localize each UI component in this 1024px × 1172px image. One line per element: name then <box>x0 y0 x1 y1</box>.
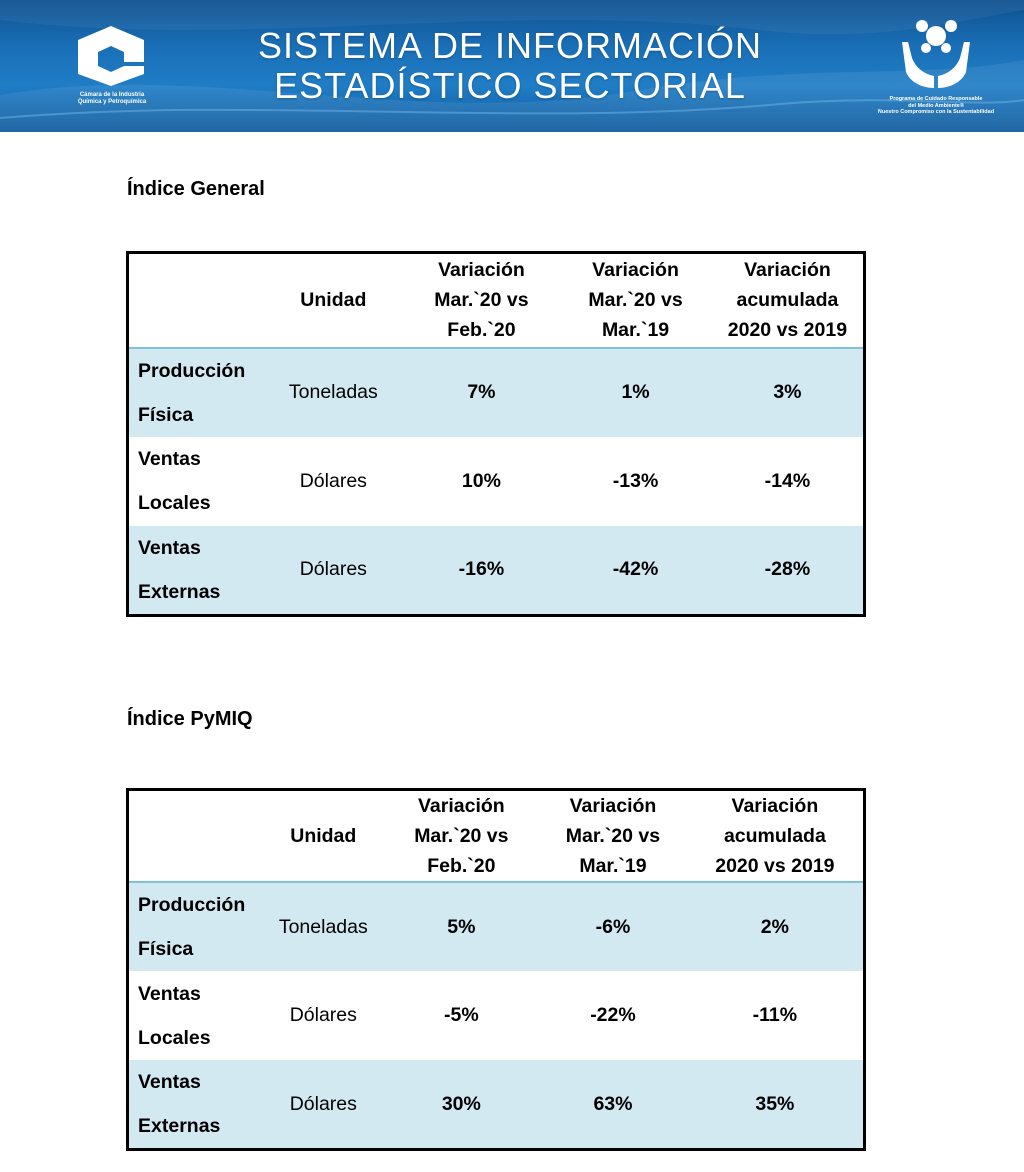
banner-title-line1: SISTEMA DE INFORMACIÓN <box>257 25 763 66</box>
value-var-year: -22% <box>590 1004 636 1026</box>
row-unit: Dólares <box>289 1092 357 1115</box>
value-var-accum: 3% <box>773 381 802 403</box>
table-row-produccion <box>128 882 865 971</box>
header-var-month: Variación Mar.`20 vs Feb.`20 <box>404 253 560 348</box>
ciqyp-logo <box>62 22 162 112</box>
table-row-ventas-locales <box>128 971 865 1060</box>
table-row-ventas-externas <box>128 1060 865 1150</box>
header-var-year: Variación Mar.`20 vs Mar.`19 <box>539 790 687 883</box>
row-label: Ventas Locales <box>138 448 211 514</box>
ciqyp-caption-line1: Cámara de la Industria <box>79 92 145 98</box>
header-blank <box>128 253 264 348</box>
header-banner <box>0 0 1024 132</box>
value-var-month: 5% <box>447 915 476 938</box>
row-unit: Toneladas <box>288 381 378 403</box>
value-var-month: 10% <box>461 469 501 492</box>
row-label: Producción Física <box>138 359 246 426</box>
banner-title-line2: ESTADÍSTICO SECTORIAL <box>274 65 746 106</box>
value-var-accum: 35% <box>755 1092 795 1115</box>
value-var-month: -5% <box>444 1004 479 1026</box>
responsible-care-logo <box>866 12 1006 124</box>
hands-molecule-logo-icon <box>896 12 976 92</box>
value-var-accum: -11% <box>752 1004 798 1026</box>
value-var-month: -16% <box>458 558 505 580</box>
value-var-month: 30% <box>441 1092 481 1115</box>
table-row-ventas-locales <box>128 437 865 526</box>
table-header-row <box>128 253 865 348</box>
row-unit: Dólares <box>289 1004 357 1026</box>
row-unit: Dólares <box>299 469 367 492</box>
section-title-indice-pymiq: Índice PyMIQ <box>127 708 253 730</box>
value-var-accum: -28% <box>764 558 811 580</box>
table-row-ventas-externas <box>128 526 865 616</box>
row-unit: Toneladas <box>278 915 368 938</box>
value-var-accum: -14% <box>764 469 811 492</box>
row-label: Ventas Locales <box>138 982 211 1049</box>
header-var-year: Variación Mar.`20 vs Mar.`19 <box>559 253 712 348</box>
header-var-month: Variación Mar.`20 vs Feb.`20 <box>384 790 540 883</box>
header-unit: Unidad <box>263 790 383 883</box>
header-blank <box>128 790 264 883</box>
value-var-year: -6% <box>595 915 631 938</box>
banner-title <box>230 26 790 106</box>
row-unit: Dólares <box>299 558 367 580</box>
header-unit: Unidad <box>263 253 404 348</box>
ciqyp-caption-line2: Química y Petroquímica <box>77 99 147 105</box>
value-var-year: 1% <box>621 381 650 403</box>
row-label: Ventas Externas <box>138 536 221 603</box>
table-row-produccion <box>128 348 865 437</box>
indice-general-table <box>126 251 866 617</box>
value-var-year: -42% <box>612 558 659 580</box>
value-var-accum: 2% <box>760 915 789 938</box>
value-var-month: 7% <box>467 381 496 403</box>
value-var-year: -13% <box>612 469 659 492</box>
row-label: Producción Física <box>138 894 246 960</box>
section-title-indice-general: Índice General <box>127 178 265 200</box>
table-header-row <box>128 790 865 883</box>
row-label: Ventas Externas <box>138 1071 221 1137</box>
rc-caption-line1: Programa de Cuidado Responsable <box>889 96 983 102</box>
ciqyp-hexagon-logo-icon <box>66 22 156 88</box>
value-var-year: 63% <box>593 1092 633 1115</box>
header-var-accum: Variación acumulada 2020 vs 2019 <box>687 790 865 883</box>
rc-caption-line3: Nuestro Compromiso con la Sustentabilidad <box>877 109 995 115</box>
indice-pymiq-table <box>126 788 866 1151</box>
rc-caption-line2: del Medio Ambiente® <box>908 102 964 109</box>
header-var-accum: Variación acumulada 2020 vs 2019 <box>712 253 865 348</box>
